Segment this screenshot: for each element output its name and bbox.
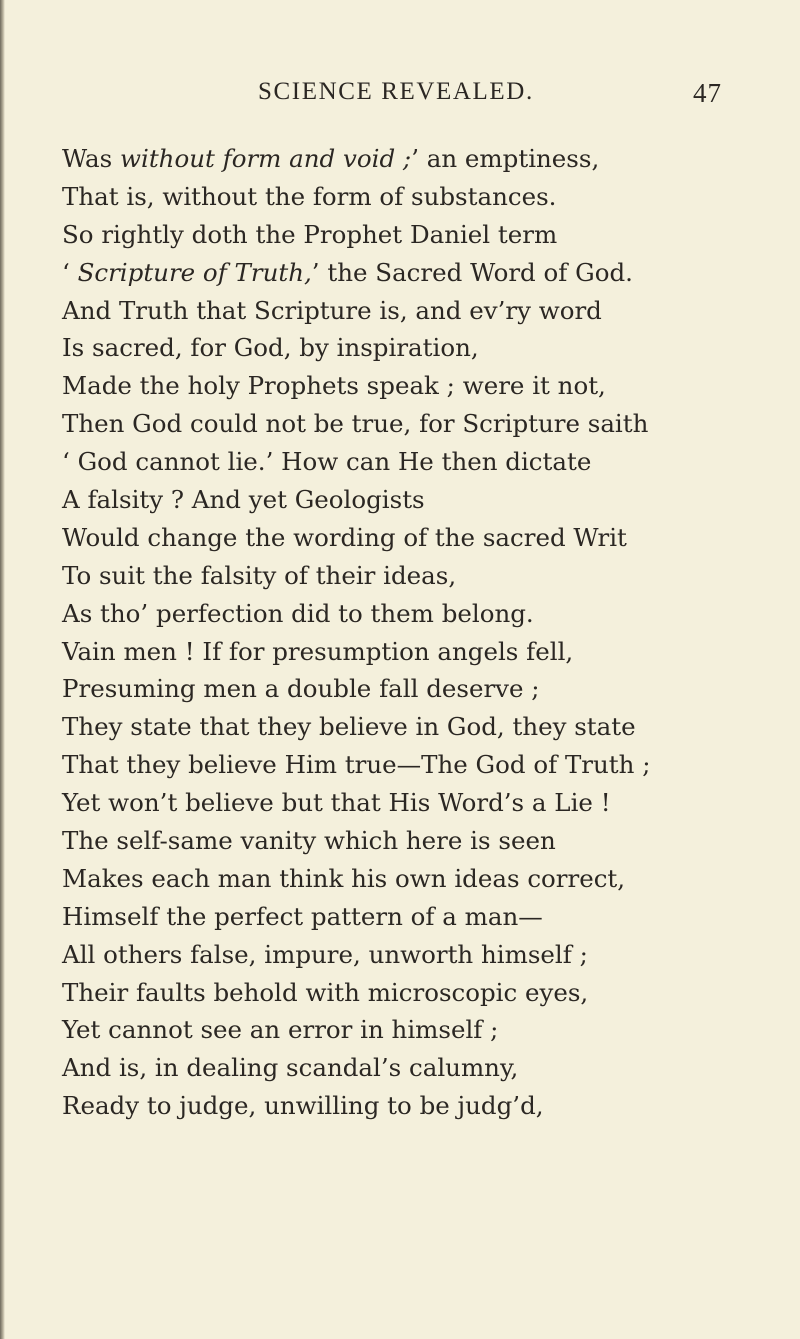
poem-line-text: A falsity ? And yet Geologists bbox=[62, 485, 425, 515]
poem-line-text: All others false, impure, unworth himself ; bbox=[62, 939, 588, 969]
page-number: 47 bbox=[693, 78, 722, 108]
poem-line-text: They state that they believe in God, they state bbox=[62, 712, 636, 742]
poem-line bbox=[62, 1011, 792, 1049]
poem-line-text: Yet cannot see an error in himself ; bbox=[62, 1015, 499, 1045]
poem-line-text: Was bbox=[62, 144, 121, 173]
poem-line bbox=[62, 216, 792, 254]
poem-line bbox=[62, 178, 792, 216]
poem-line bbox=[62, 405, 792, 443]
poem-line-text: Made the holy Prophets speak ; were it not, bbox=[62, 371, 606, 401]
poem-line bbox=[62, 898, 792, 936]
poem-line-text: Makes each man think his own ideas correct, bbox=[62, 863, 626, 893]
poem-line-text: Would change the wording of the sacred Writ bbox=[62, 522, 627, 552]
poem-line bbox=[62, 595, 792, 633]
poem-line-text: Is sacred, for God, by inspiration, bbox=[62, 333, 479, 363]
poem-line-text: To suit the falsity of their ideas, bbox=[62, 560, 457, 590]
poem-line-text: The self-same vanity which here is seen bbox=[62, 826, 556, 856]
poem-line-text: Their faults behold with microscopic eyes, bbox=[62, 977, 589, 1007]
poem-line bbox=[62, 936, 792, 974]
poem-line bbox=[62, 708, 792, 746]
poem-line bbox=[62, 443, 792, 481]
poem-line-text: ’ an emptiness, bbox=[411, 144, 600, 173]
poem-line bbox=[62, 746, 792, 784]
poem-line-text: Presuming men a double fall deserve ; bbox=[62, 674, 540, 704]
poem-line-italic-text: Scripture of Truth, bbox=[77, 257, 312, 287]
poem-line bbox=[62, 519, 792, 557]
poem-line-text: Then God could not be true, for Scripture saith bbox=[62, 409, 649, 439]
poem-line-text: Himself the perfect pattern of a man— bbox=[62, 901, 543, 931]
poem-line-text: Yet won’t believe but that His Word’s a Lie ! bbox=[62, 788, 611, 818]
poem-line-text: ‘ God cannot lie.’ How can He then dictate bbox=[62, 447, 592, 477]
poem-line-text: As tho’ perfection did to them belong. bbox=[62, 598, 534, 628]
poem-line bbox=[62, 557, 792, 595]
poem-line-text: And Truth that Scripture is, and ev’ry word bbox=[62, 295, 602, 325]
poem-line bbox=[62, 1087, 792, 1125]
poem-line bbox=[62, 822, 792, 860]
poem-line-text: That they believe Him true—The God of Truth ; bbox=[62, 750, 651, 780]
poem-line bbox=[62, 292, 792, 330]
running-title: SCIENCE REVEALED. bbox=[258, 78, 534, 105]
poem-line bbox=[62, 481, 792, 519]
poem-line bbox=[62, 670, 792, 708]
poem-line-text: Ready to judge, unwilling to be judg’d, bbox=[62, 1091, 544, 1121]
poem-line bbox=[62, 633, 792, 671]
poem-line bbox=[62, 254, 792, 292]
poem-line bbox=[62, 860, 792, 898]
poem-line bbox=[62, 329, 792, 367]
poem-line bbox=[62, 784, 792, 822]
poem-line-text: ’ the Sacred Word of God. bbox=[311, 257, 633, 287]
page-edge-shadow bbox=[0, 0, 5, 1339]
poem-line bbox=[62, 1049, 792, 1087]
poem-line-italic-text: without form and void ; bbox=[120, 144, 412, 173]
poem-line bbox=[62, 140, 792, 178]
poem-line-text: So rightly doth the Prophet Daniel term bbox=[62, 219, 558, 249]
poem-line-text: ‘ bbox=[62, 257, 78, 287]
poem-body bbox=[62, 140, 792, 1125]
poem-line-text: Vain men ! If for presumption angels fell, bbox=[62, 636, 574, 666]
poem-line-text: And is, in dealing scandal’s calumny, bbox=[62, 1053, 519, 1083]
poem-line-text: That is, without the form of substances. bbox=[62, 181, 557, 211]
poem-line bbox=[62, 367, 792, 405]
poem-line bbox=[62, 974, 792, 1012]
page-header bbox=[0, 78, 800, 118]
